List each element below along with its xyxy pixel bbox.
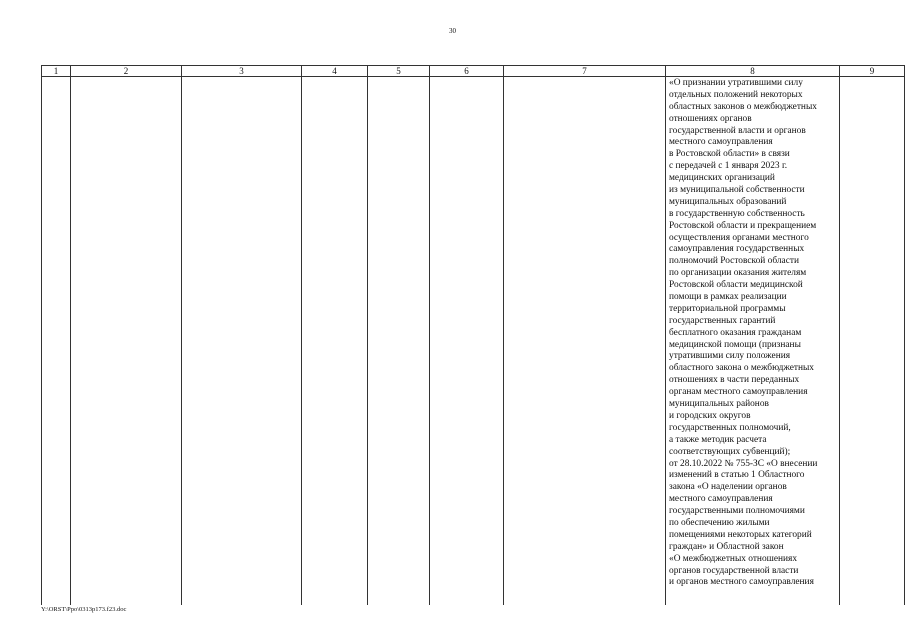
table-cell-col-3 [182, 77, 302, 606]
text-line: государственной власти и органов [669, 125, 806, 136]
text-line: осуществления органами местного [669, 232, 809, 243]
text-line: в Ростовской области» в связи [669, 149, 790, 160]
text-line: изменений в статью 1 Областного [669, 470, 805, 481]
text-line: с передачей с 1 января 2023 г. [669, 161, 788, 172]
text-line: по организации оказания жителям [669, 268, 807, 279]
column-header-1: 1 [42, 66, 71, 77]
text-line: утратившими силу положения [669, 351, 791, 362]
column-number-row [42, 66, 905, 77]
text-line: территориальной программы [669, 303, 786, 314]
text-line: муниципальных образований [669, 196, 787, 207]
document-table [41, 65, 905, 605]
table-cell-col-6 [430, 77, 504, 606]
table-cell-col-8 [666, 77, 840, 606]
column-header-9: 9 [840, 66, 905, 77]
text-line: Ростовской области и прекращением [669, 220, 817, 231]
text-line: соответствующих субвенций); [669, 446, 791, 457]
table-cell-col-9 [840, 77, 905, 606]
text-line: и городских округов [669, 410, 751, 421]
text-line: помещениями некоторых категорий [669, 529, 812, 540]
text-line: медицинских организаций [669, 173, 775, 184]
text-line: полномочий Ростовской области [669, 256, 799, 267]
text-line: а также методик расчета [669, 434, 767, 445]
text-line: и органов местного самоуправления [669, 577, 814, 588]
text-line: помощи в рамках реализации [669, 292, 787, 303]
page-number: 30 [449, 27, 456, 35]
text-line: самоуправления государственных [669, 244, 805, 255]
table-cell-col-7 [504, 77, 666, 606]
table-cell-col-2 [71, 77, 182, 606]
column-8-text [666, 77, 839, 589]
table-row [42, 77, 905, 606]
file-path-footer: Y:\ORST\Ppo\0313p173.f23.doc [41, 606, 127, 613]
text-line: отношениях органов [669, 113, 752, 124]
text-line: органам местного самоуправления [669, 387, 808, 398]
text-line: «О межбюджетных отношениях [669, 553, 798, 564]
text-line: по обеспечению жилыми [669, 517, 770, 528]
text-line: Ростовской области медицинской [669, 280, 803, 291]
column-header-3: 3 [182, 66, 302, 77]
text-line: областных законов о межбюджетных [669, 101, 817, 112]
column-header-2: 2 [71, 66, 182, 77]
text-line: отношениях в части переданных [669, 375, 800, 386]
table-cell-col-1 [42, 77, 71, 606]
text-line: граждан» и Областной закон [669, 541, 784, 552]
text-line: из муниципальной собственности [669, 185, 805, 196]
text-line: от 28.10.2022 № 755-ЗС «О внесении [669, 458, 818, 469]
text-line: отдельных положений некоторых [669, 89, 803, 100]
text-line: государственными полномочиями [669, 506, 805, 517]
text-line: органов государственной власти [669, 565, 799, 576]
text-line: медицинской помощи (признаны [669, 339, 801, 350]
text-line: государственных гарантий [669, 315, 776, 326]
text-line: государственных полномочий, [669, 422, 791, 433]
text-line: в государственную собственность [669, 208, 805, 219]
column-header-7: 7 [504, 66, 666, 77]
column-header-6: 6 [430, 66, 504, 77]
column-header-4: 4 [302, 66, 368, 77]
text-line: местного самоуправления [669, 494, 773, 505]
text-line: закона «О наделении органов [669, 482, 787, 493]
text-line: «О признании утратившими силу [669, 78, 803, 88]
table-cell-col-4 [302, 77, 368, 606]
text-line: бесплатного оказания гражданам [669, 327, 802, 338]
table-cell-col-5 [368, 77, 430, 606]
column-header-8: 8 [666, 66, 840, 77]
text-line: муниципальных районов [669, 399, 769, 410]
text-line: местного самоуправления [669, 137, 773, 148]
column-header-5: 5 [368, 66, 430, 77]
text-line: областного закона о межбюджетных [669, 363, 814, 374]
